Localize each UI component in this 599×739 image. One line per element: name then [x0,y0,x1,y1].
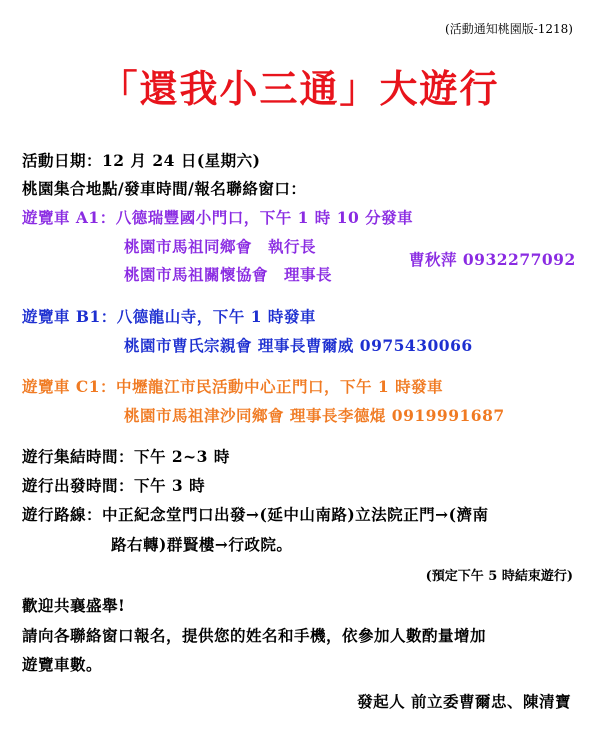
meeting-heading: 桃園集合地點/發車時間/報名聯絡窗口： [22,179,307,198]
bus-a-location: 八德瑞豐國小門口，下午 1 時 10 分發車 [115,208,414,227]
end-note: (預定下午 5 時結束遊行) [425,569,573,584]
bus-c-contact: 桃園市馬祖津沙同鄉會 理事長李德焜 0919991687 [124,406,505,425]
route-line-2: 路右轉)群賢樓→行政院。 [111,535,293,554]
bus-b-row [22,305,316,327]
signup-line-1: 請向各聯絡窗口報名，提供您的姓名和手機，依參加人數酌量增加 [22,626,487,645]
bus-b-contact: 桃園市曹氏宗親會 理事長曹爾威 0975430066 [124,336,473,355]
bus-c-row [22,375,443,397]
page-title: 「還我小三通」大遊行 [99,67,500,111]
departure-time: 遊行出發時間：下午 3 時 [22,476,206,495]
welcome-text: 歡迎共襄盛舉! [22,596,126,615]
route-line-1: 遊行路線：中正紀念堂門口出發→(延中山南路)立法院正門→(濟南 [22,505,489,524]
initiators: 發起人 前立委曹爾忠、陳清寶 [357,692,571,711]
bus-a-row [22,206,413,228]
bus-a-org2: 桃園市馬祖關懷協會 理事長 [124,265,333,284]
assembly-time: 遊行集結時間：下午 2~3 時 [22,447,230,466]
bus-b-location: 八德龍山寺，下午 1 時發車 [116,307,316,326]
event-date: 活動日期：12 月 24 日(星期六) [22,151,261,170]
bus-c-label: 遊覽車 C1： [22,377,117,396]
bus-a-label: 遊覽車 A1： [22,208,116,227]
signup-line-2: 遊覽車數。 [22,655,103,674]
edition-label: (活動通知桃園版-1218) [445,22,573,36]
bus-a-org1: 桃園市馬祖同鄉會 執行長 [124,237,317,256]
bus-c-location: 中壢龍江市民活動中心正門口，下午 1 時發車 [116,377,444,396]
bus-a-contact: 曹秋萍 0932277092 [409,250,576,269]
bus-b-label: 遊覽車 B1： [22,307,117,326]
